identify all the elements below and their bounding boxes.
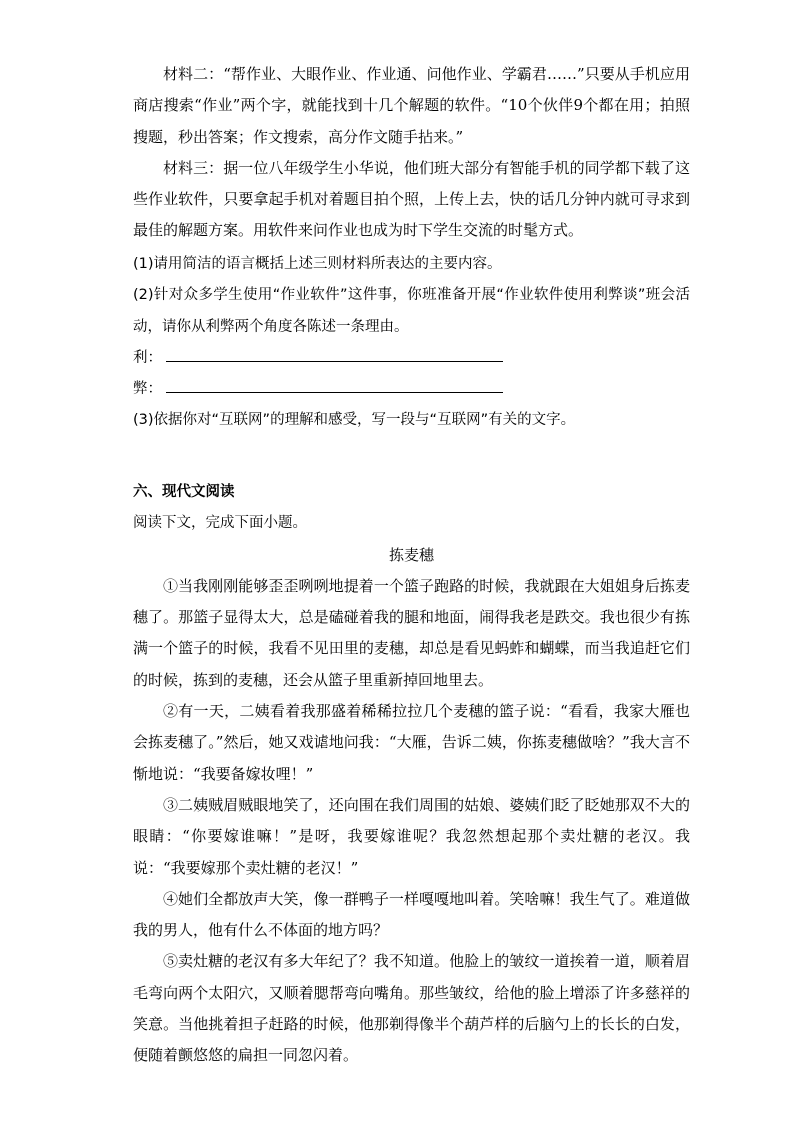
section-instruction: 阅读下文，完成下面小题。 — [133, 515, 307, 532]
reading-section — [133, 477, 690, 1072]
material-three: 材料三：据一位八年级学生小华说，他们班大部分有智能手机的同学都下载了这些作业软件，只要拿起手机对着题目拍个照，上传上去，快的话几分钟内就可寻求到最佳的解题方案。用软件来问作业也成为时下学生交流的时髦方式。 — [133, 158, 690, 240]
question-1: (1)请用简洁的语言概括上述三则材料所表达的主要内容。 — [133, 256, 502, 272]
questions — [133, 249, 690, 437]
answer-con-line — [133, 374, 690, 405]
question-3: (3)依据你对“互联网”的理解和感受，写一段与“互联网”有关的文字。 — [133, 412, 576, 429]
article-paragraph: ④她们全都放声大笑，像一群鸭子一样嘎嘎地叫着。笑啥嘛！我生气了。难道做我的男人，他有什么不体面的地方吗？ — [133, 889, 690, 940]
article-title: 拣麦穗 — [388, 545, 434, 564]
article-paragraph: ①当我刚刚能够歪歪咧咧地提着一个篮子跑路的时候，我就跟在大姐姐身后拣麦穗了。那篮子显得太大，总是磕碰着我的腿和地面，闹得我老是跌交。我也很少有拣满一个篮子的时候，我看不见田里的麦穗，却总是看见蚂蚱和蝴蝶，而当我追赶它们的时候，拣到的麦穗，还会从篮子里重新掉回地里去。 — [133, 576, 690, 689]
section-heading: 六、现代文阅读 — [133, 484, 235, 500]
con-label: 弊： — [133, 381, 162, 398]
con-answer-blank[interactable] — [166, 378, 503, 393]
article-paragraph: ⑤卖灶糖的老汉有多大年纪了？我不知道。他脸上的皱纹一道挨着一道，顺着眉毛弯向两个太阳穴，又顺着腮帮弯向嘴角。那些皱纹，给他的脸上增添了许多慈祥的笑意。当他挑着担子赶路的时候，他那剃得像半个葫芦样的后脑勺上的长长的白发，便随着颤悠悠的扁担一同忽闪着。 — [133, 952, 690, 1065]
article-paragraph: ②有一天，二姨看着我那盛着稀稀拉拉几个麦穗的篮子说：“看看，我家大雁也会拣麦穗了。”然后，她又戏谑地问我：“大雁，告诉二姨，你拣麦穗做啥？”我大言不惭地说：“我要备嫁妆哩！” — [133, 702, 690, 783]
pro-answer-blank[interactable] — [166, 347, 503, 362]
pro-label: 利： — [133, 349, 162, 366]
materials — [133, 59, 690, 247]
answer-pro-line — [133, 343, 690, 374]
question-2: (2)针对众多学生使用“作业软件”这件事，你班准备开展“作业软件使用利弊谈”班会活动，请你从利弊两个角度各陈述一条理由。 — [133, 287, 690, 335]
article-paragraph: ③二姨贼眉贼眼地笑了，还向围在我们周围的姑娘、婆姨们眨了眨她那双不大的眼睛：“你要嫁谁嘛！”是呀，我要嫁谁呢？我忽然想起那个卖灶糖的老汉。我说：“我要嫁那个卖灶糖的老汉！” — [133, 795, 690, 877]
material-two: 材料二：“帮作业、大眼作业、作业通、问他作业、学霸君……”只要从手机应用商店搜索“作业”两个字，就能找到十几个解题的软件。“10个伙伴9个都在用；拍照搜题，秒出答案；作文搜索，高分作文随手拈来。” — [133, 65, 690, 146]
